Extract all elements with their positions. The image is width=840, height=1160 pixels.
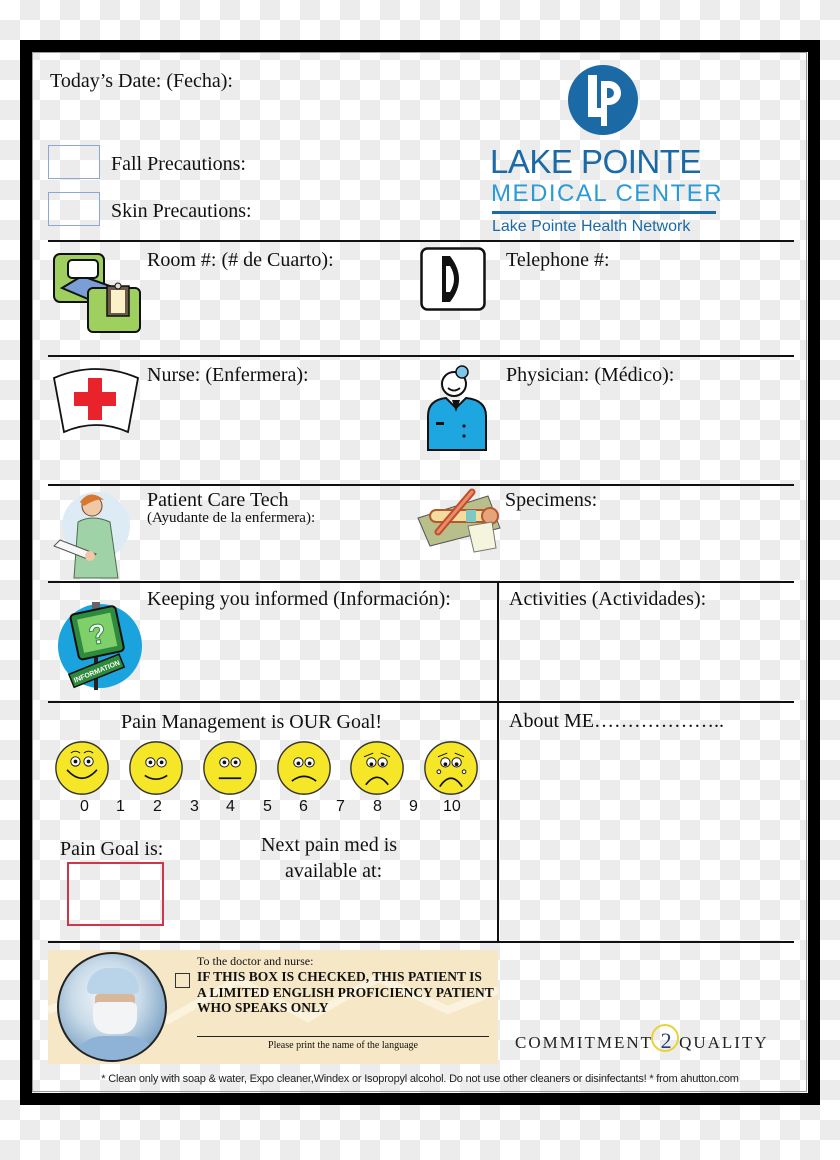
pct-label: Patient Care Tech xyxy=(147,489,289,511)
lep-line-3: WHO SPEAKS ONLY xyxy=(197,1000,329,1015)
physician-icon xyxy=(424,364,490,457)
cleaning-instructions: * Clean only with soap & water, Expo cleaner,Windex or Isopropyl alcohol. Do not use other cleaners or disinfectants! * from ahutton.com xyxy=(101,1073,739,1085)
specimens-icon xyxy=(416,488,506,559)
nurse-cap-icon xyxy=(50,366,142,441)
patient-care-tech-icon xyxy=(52,488,132,585)
date-label: Today’s Date: (Fecha): xyxy=(50,70,233,92)
telephone-icon xyxy=(420,247,486,316)
skin-precautions-checkbox[interactable] xyxy=(48,192,100,226)
pain-title: Pain Management is OUR Goal! xyxy=(121,711,383,733)
lep-panel xyxy=(48,950,498,1064)
scale-number: 1 xyxy=(116,798,125,815)
lep-line-2: A LIMITED ENGLISH PROFICIENCY PATIENT xyxy=(197,984,494,1000)
specimens-label: Specimens: xyxy=(505,489,598,511)
lep-line-1: IF THIS BOX IS CHECKED, THIS PATIENT IS xyxy=(197,969,482,984)
scale-number: 5 xyxy=(263,798,272,815)
svg-text:?: ? xyxy=(85,617,110,652)
next-med-label-line2: available at: xyxy=(285,860,383,882)
logo-divider xyxy=(492,211,716,214)
happy-face-icon xyxy=(128,740,184,796)
info-sign-text: INFORMATION xyxy=(73,659,122,685)
pain-goal-label: Pain Goal is: xyxy=(60,838,164,860)
pct-sublabel: (Ayudante de la enfermera): xyxy=(147,510,316,526)
divider xyxy=(48,701,794,703)
divider xyxy=(48,941,794,943)
language-caption: Please print the name of the language xyxy=(268,1040,418,1051)
divider xyxy=(48,355,794,357)
next-med-label-line1: Next pain med is xyxy=(261,834,398,856)
pain-goal-box[interactable] xyxy=(67,862,164,926)
language-input-line[interactable] xyxy=(197,1036,489,1037)
informed-label: Keeping you informed (Información): xyxy=(147,588,451,610)
divider xyxy=(48,484,794,486)
activities-label: Activities (Actividades): xyxy=(509,588,707,610)
lep-checkbox[interactable] xyxy=(175,973,190,988)
c2q-left: COMMITMENT xyxy=(515,1033,654,1052)
scale-number: 10 xyxy=(443,798,461,815)
scale-number: 3 xyxy=(190,798,199,815)
information-sign-icon xyxy=(56,600,146,697)
logo-line-2: MEDICAL CENTER xyxy=(491,180,724,207)
room-label: Room #: (# de Cuarto): xyxy=(147,249,334,271)
fall-precautions-checkbox[interactable] xyxy=(48,145,100,179)
about-me-label: About ME……………….. xyxy=(509,710,724,732)
hospital-bed-icon xyxy=(52,248,142,339)
lep-statement xyxy=(197,969,494,1016)
divider xyxy=(48,581,794,583)
physician-label: Physician: (Médico): xyxy=(506,364,675,386)
scale-number: 0 xyxy=(80,798,89,815)
lep-intro: To the doctor and nurse: xyxy=(197,954,314,968)
c2q-mid: 2 xyxy=(660,1028,672,1053)
scale-number: 8 xyxy=(373,798,382,815)
crying-face-icon xyxy=(423,740,479,796)
scale-number: 2 xyxy=(153,798,162,815)
scale-number: 7 xyxy=(336,798,345,815)
doctor-photo xyxy=(57,952,167,1062)
fall-precautions-label: Fall Precautions: xyxy=(111,153,246,175)
logo-line-3: Lake Pointe Health Network xyxy=(492,218,691,235)
very-happy-face-icon xyxy=(54,740,110,796)
very-sad-face-icon xyxy=(349,740,405,796)
neutral-face-icon xyxy=(202,740,258,796)
c2q-right: QUALITY xyxy=(679,1033,769,1052)
scale-number: 4 xyxy=(226,798,235,815)
scale-number: 9 xyxy=(409,798,418,815)
commitment-2-quality-logo xyxy=(515,1028,769,1054)
lp-monogram-icon xyxy=(568,65,638,135)
nurse-label: Nurse: (Enfermera): xyxy=(147,364,309,386)
logo-line-1: LAKE POINTE xyxy=(490,143,701,180)
skin-precautions-label: Skin Precautions: xyxy=(111,200,252,222)
sad-face-icon xyxy=(276,740,332,796)
divider xyxy=(48,240,794,242)
telephone-label: Telephone #: xyxy=(506,249,610,271)
vertical-divider xyxy=(497,582,499,942)
scale-number: 6 xyxy=(299,798,308,815)
